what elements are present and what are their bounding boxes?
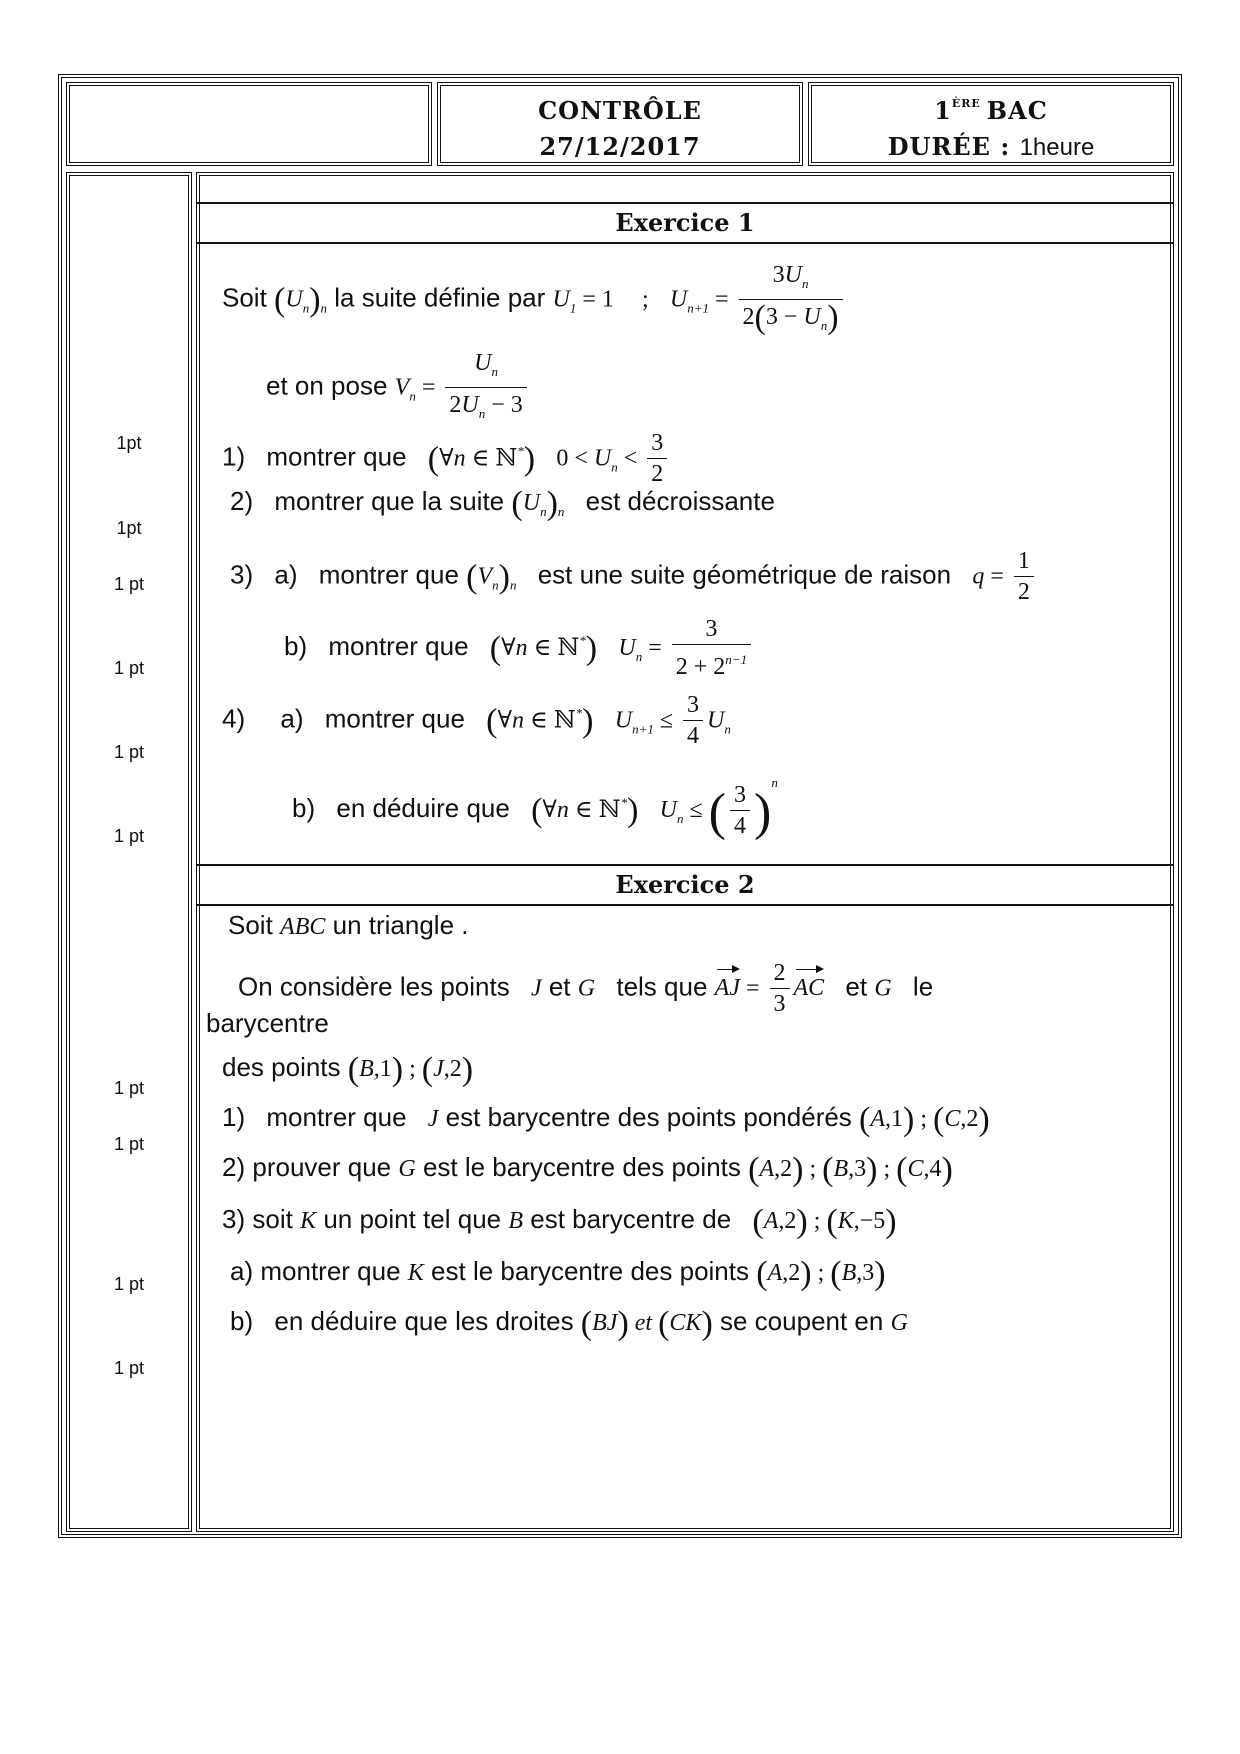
ex1-q2: 2) montrer que la suite $(U_n)_n$ est décroissante — [230, 485, 775, 522]
ex2-q2: 2) prouver que G est le barycentre des points (A,2) ; (B,3) ; (C,4) — [222, 1151, 953, 1188]
points-label: 1 pt — [113, 1358, 145, 1378]
divider — [196, 904, 1174, 906]
ex1-v-definition: et on pose $V_n$ = $\frac{U_n}{2U_n - 3}$ — [266, 346, 531, 429]
points-label: 1 pt — [113, 826, 145, 846]
level — [812, 96, 1170, 125]
exercise1-title: Exercice 1 — [615, 208, 755, 237]
ex2-weighted-points: des points (B,1) ; (J,2) — [222, 1051, 474, 1088]
duration — [812, 132, 1170, 162]
header-level-cell — [808, 82, 1174, 166]
level-number: 1 — [934, 96, 952, 125]
points-label: 1 pt — [113, 574, 145, 594]
control-label: CONTRÔLE — [538, 96, 702, 125]
header-control-cell — [437, 82, 803, 166]
ex1-q4b: b) en déduire que (∀n ∈ ℕ*) $U_n$ ≤ ( $\frac{3}{4}$ )$^n$ — [292, 775, 778, 841]
ex1-q1: 1) montrer que (∀n ∈ ℕ*) $0 < U_n$ < $\frac{3}{2}$ — [222, 428, 671, 489]
points-label: 1pt — [116, 433, 142, 453]
ex2-q1: 1) montrer que J est barycentre des points pondérés (A,1) ; (C,2) — [222, 1101, 990, 1138]
points-column — [66, 172, 192, 1532]
divider — [196, 864, 1174, 866]
level-superscript: ÈRE — [951, 97, 981, 110]
points-label: 1 pt — [113, 1134, 145, 1154]
points-label: 1 pt — [113, 1078, 145, 1098]
ex2-q3b: b) en déduire que les droites (BJ) et (CK) se coupent en G — [230, 1305, 908, 1342]
points-label: 1 pt — [113, 658, 145, 678]
duration-value: 1heure — [1019, 134, 1095, 161]
ex1-q3a: 3) a) montrer que $(V_n)_n$ est une suite géométrique de raison q = $\frac{1}{2}$ — [230, 546, 1038, 607]
divider — [196, 202, 1174, 204]
ex1-definition: Soit $(U_n)_n$ la suite définie par $U_1 = 1$ ; $U_{n+1}$ = $\frac{3U_n}{2(3 - U_n)}$ — [222, 258, 847, 341]
ex2-points-def: On considère les points J et G tels que AJ = $\frac{2}{3}$ AC et G le — [238, 960, 934, 1017]
points-label: 1 pt — [113, 1274, 145, 1294]
divider — [196, 242, 1174, 244]
duration-label: DURÉE : — [887, 132, 1011, 161]
exercise2-title: Exercice 2 — [615, 870, 755, 899]
header-blank-cell — [66, 82, 432, 166]
points-label: 1 pt — [113, 742, 145, 762]
ex2-barycentre-word: barycentre — [206, 1008, 329, 1038]
ex1-q4a: 4) a) montrer que (∀n ∈ ℕ*) $U_{n+1}$ ≤ $\frac{3}{4}$ $U_n$ — [222, 692, 731, 749]
level-name: BAC — [986, 96, 1048, 125]
ex1-q3b: b) montrer que (∀n ∈ ℕ*) $U_n$ = $\frac{3}{2 + 2^{n-1}}$ — [284, 614, 755, 682]
ex2-q3: 3) soit K un point tel que B est barycentre de (A,2) ; (K,−5) — [222, 1203, 897, 1240]
ex2-intro: Soit ABC un triangle . — [228, 910, 469, 940]
ex2-q3a: a) montrer que K est le barycentre des points (A,2) ; (B,3) — [230, 1255, 886, 1292]
exam-date: 27/12/2017 — [539, 132, 701, 161]
points-label: 1pt — [116, 518, 142, 538]
